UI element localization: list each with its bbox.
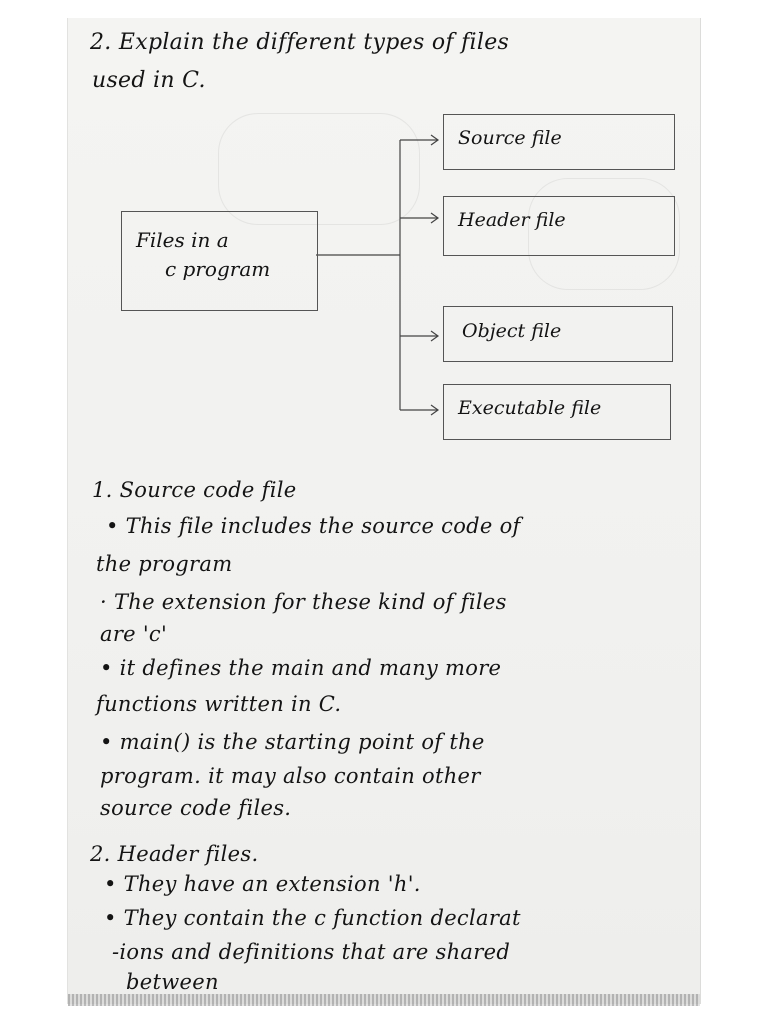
section-line: • main() is the starting point of the [100,730,485,754]
question-line-1: 2. Explain the different types of files [90,30,510,55]
section-line: between [126,970,219,994]
section-line: -ions and definitions that are shared [112,940,511,964]
section-line: • They contain the c function declarat [104,906,521,930]
section-line: functions written in C. [96,692,342,716]
section-line: are 'c' [100,622,168,646]
root-label-line-1: Files in a [136,228,229,252]
section-line: source code files. [100,796,292,820]
section-line: • They have an extension 'h'. [104,872,421,896]
section-line: the program [96,552,233,576]
type-label-executable: Executable file [458,397,602,419]
section-line: • it defines the main and many more [100,656,502,680]
type-label-header: Header file [458,209,566,231]
section-line: • This file includes the source code of [106,514,521,538]
section-line: program. it may also contain other [100,764,481,788]
section-line: · The extension for these kind of files [100,590,507,614]
question-line-2: used in C. [92,68,206,93]
type-label-object: Object file [462,320,562,342]
section-heading: 1. Source code file [92,478,297,502]
root-label-line-2: c program [165,257,271,281]
type-label-source: Source file [458,127,562,149]
section-heading: 2. Header files. [90,842,259,866]
